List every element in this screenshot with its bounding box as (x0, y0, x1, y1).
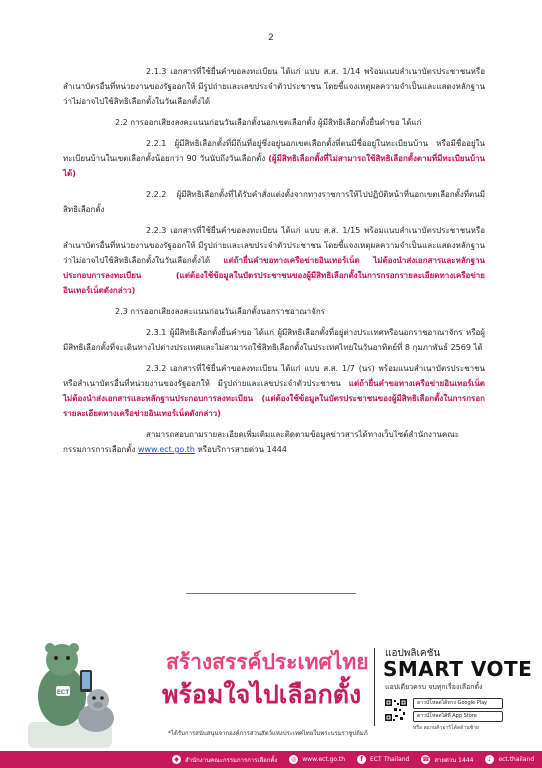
page-number: 2 (268, 33, 274, 43)
tiktok-icon: ♪ (485, 755, 494, 764)
sponsor-credit: *ได้รับการสนับสนุนจากองค์การสวนสัตว์แห่งประเทศไทยในพระบรมราชูปถัมภ์ (168, 730, 368, 737)
footer-web-label[interactable]: www.ect.go.th (302, 756, 346, 763)
footer-hotline-label[interactable]: สายด่วน 1444 (434, 756, 474, 764)
campaign-banner (0, 618, 542, 768)
footer-facebook[interactable] (357, 755, 409, 764)
highlight-text: (ผู้มีสิทธิเลือกตั้งที่ไม่สามารถใช้สิทธิเลือกตั้งตามที่มีทะเบียนบ้านได้) (63, 154, 485, 178)
paragraph-text: 2.2.2 ผู้มีสิทธิเลือกตั้งที่ได้รับคำสั่งแต่งตั้งจากทางราชการให้ไปปฏิบัติหน้าที่นอกเขตเลือกตั้งที่ตนมีสิทธิเลือกตั้ง (63, 190, 485, 214)
paragraph (63, 187, 485, 217)
paragraph-text: 2.2.3 เอกสารที่ใช้ยื่นคำขอลงทะเบียน ได้แก่ แบบ ส.ส. 1/15 พร้อมแนบสำเนาบัตรประชาชนหรือสำเนาบัตรอื่นที่หน่วยงานของรัฐออกให้ มีรูปถ่ายและเลขประจำตัวประชาชน โดยชี้แจงเหตุผลความจำเป็นและแสดงหลักฐานว่าไม่อาจไปใช้สิทธิเลือกตั้งในวันเลือกตั้งได้ (63, 226, 485, 265)
app-label: แอปพลิเคชัน (385, 648, 441, 659)
qr-code-icon[interactable] (384, 698, 408, 722)
contact-paragraph (63, 427, 485, 457)
paragraph (63, 304, 485, 319)
globe-icon: ◎ (291, 756, 297, 763)
footer-facebook-label[interactable]: ECT Thailand (370, 756, 410, 763)
google-play-badge[interactable]: ดาวน์โหลดได้ทาง Google Play (413, 698, 503, 709)
paragraph (63, 136, 485, 181)
paragraph-text: 2.3.2 เอกสารที่ใช้ยื่นคำขอลงทะเบียน ได้แก่ แบบ ส.ส. 1/7 (นร) พร้อมแนบสำเนาบัตรประชาชนหรือสำเนาบัตรอื่นที่หน่วยงานของรัฐออกให้ มีรูปถ่ายและเลขประจำตัวประชาชน (63, 364, 485, 388)
document-body (63, 64, 485, 457)
slogan-line-1: สร้างสรรค์ประเทศไทย (166, 650, 369, 674)
footer-bar (0, 751, 542, 768)
contact-text: สามารถสอบถามรายละเอียดเพิ่มเติมและติดตามข้อมูลข่าวสารได้ทางเว็บไซต์สำนักงานคณะกรรมการการเลือกตั้ง (63, 430, 459, 454)
paragraph-text: 2.3 การออกเสียงลงคะแนนก่อนวันเลือกตั้งนอกราชอาณาจักร (115, 307, 325, 316)
paragraph (63, 223, 485, 298)
footer-org-label: สำนักงานคณะกรรมการการเลือกตั้ง (185, 756, 278, 764)
highlight-text: แต่ถ้ายื่นคำขอทางเครือข่ายอินเทอร์เน็ต ไม่ต้องนำส่งเอกสารและหลักฐานประกอบการลงทะเบียน (แต่ต้องใช้ข้อมูลในบัตรประชาชนของผู้มีสิทธิเลือกตั้งในการกรอกรายละเอียดทางเครือข่ายอินเทอร์เน็ตดังกล่าว) (63, 379, 485, 418)
paragraph (63, 64, 485, 109)
highlight-text: แต่ถ้ายื่นคำขอทางเครือข่ายอินเทอร์เน็ต ไม่ต้องนำส่งเอกสารและหลักฐานประกอบการลงทะเบียน (แต่ต้องใช้ข้อมูลในบัตรประชาชนของผู้มีสิทธิเลือกตั้งในการกรอกรายละเอียดทางเครือข่ายอินเทอร์เน็ตดังกล่าว) (63, 256, 485, 295)
footer-org (172, 755, 277, 765)
footer-tiktok[interactable] (485, 755, 534, 764)
paragraph-text: 2.2 การออกเสียงลงคะแนนก่อนวันเลือกตั้งนอกเขตเลือกตั้ง ผู้มีสิทธิเลือกตั้งยื่นคำขอ ได้แก่ (115, 118, 422, 127)
paragraph (63, 115, 485, 130)
app-name: SMART VOTE (383, 657, 533, 681)
paragraph (63, 325, 485, 355)
facebook-icon: f (357, 755, 366, 764)
section-divider (186, 593, 356, 594)
mascot-badge: ECT (56, 689, 70, 696)
app-store-badge[interactable]: ดาวน์โหลดได้ที่ App Store (413, 711, 503, 722)
hotline-text: หรือบริการสายด่วน 1444 (194, 445, 287, 454)
paragraph-text: 2.2.1 ผู้มีสิทธิเลือกตั้งที่มีถิ่นที่อยู่ซึ่งอยู่นอกเขตเลือกตั้งที่ตนมีชื่ออยู่ในทะเบียนบ้าน หรือมีชื่ออยู่ในทะเบียนบ้านในเขตเลือกตั้งน้อยกว่า 90 วันนับถึงวันเลือกตั้ง (63, 139, 485, 163)
paragraph-text: 2.1.3 เอกสารที่ใช้ยื่นคำขอลงทะเบียน ได้แก่ แบบ ส.ส. 1/14 พร้อมแนบสำเนาบัตรประชาชนหรือสำเนาบัตรอื่นที่หน่วยงานของรัฐออกให้ มีรูปถ่ายและเลขประจำตัวประชาชน โดยชี้แจงเหตุผลความจำเป็นและแสดงหลักฐานว่าไม่อาจไปใช้สิทธิเลือกตั้งในวันเลือกตั้งได้ (63, 67, 485, 106)
slogan-line-2: พร้อมใจไปเลือกตั้ง (162, 680, 362, 709)
store-note: หรือ สแกนคิวอาร์โค้ดด้านซ้าย (413, 725, 479, 731)
phone-icon: ☎ (422, 756, 430, 763)
ect-logo-icon: ◆ (172, 755, 181, 764)
paragraph-text: 2.3.1 ผู้มีสิทธิเลือกตั้งยื่นคำขอ ได้แก่ ผู้มีสิทธิเลือกตั้งที่อยู่ต่างประเทศหรือนอกราชอาณาจักร หรือผู้มีสิทธิเลือกตั้งที่จะเดินทางไปต่างประเทศและไม่สามารถใช้สิทธิเลือกตั้งในประเทศไทยในวันอาทิตย์ที่ 8 กุมภาพันธ์ 2569 ได้ (63, 328, 485, 352)
footer-web[interactable] (289, 755, 345, 764)
footer-tiktok-label[interactable]: ect.thailand (498, 756, 535, 763)
website-link[interactable]: www.ect.go.th (137, 445, 195, 454)
footer-hotline[interactable] (421, 755, 473, 765)
mascot-illustration-icon (20, 630, 120, 748)
banner-divider (374, 648, 375, 726)
app-tagline: แอปเดียวครบ จบทุกเรื่องเลือกตั้ง (385, 683, 483, 691)
paragraph (63, 361, 485, 421)
store-badges (413, 698, 503, 732)
